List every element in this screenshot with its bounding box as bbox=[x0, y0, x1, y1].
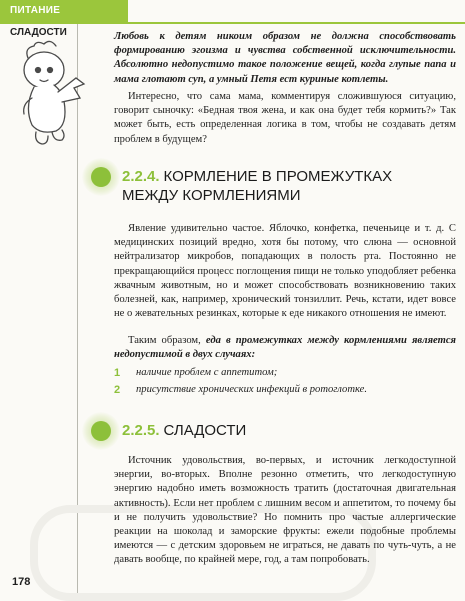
running-header bbox=[0, 0, 465, 24]
conclusion-lead: Таким образом, bbox=[128, 335, 206, 346]
section-paragraph: Явление удивительно частое. Яблочко, конфетка, печеньице и т. д. С медицинских позиций вредно, хотя бы потому, что слюна — основной нейтрализатор микробов, попадающих в полость рта. Постоянно не прекращающийся процесс поглощения пищи не только уподобляет ребенка жвачным животным, но и может способствовать возникновению таких болезней, как, например, хронический тонзиллит. Речь, кстати, идет вовсе не о жевательных резинках, которые к еде никакого отношения не имеют. bbox=[114, 223, 456, 320]
heading-title: КОРМЛЕНИЕ В ПРОМЕЖУТКАХ МЕЖДУ КОРМЛЕНИЯМИ bbox=[122, 168, 393, 204]
header-rule bbox=[0, 22, 465, 24]
intro-emphasis: Любовь к детям никоим образом не должна способствовать формированию эгоизма и чувства собственной исключительности. Абсолютно недопустимо такое положение вещей, когда глупые папа и мама глотают суп, а умный Петя ест куриные котлеты. bbox=[114, 31, 456, 85]
list-text: присутствие хронических инфекций в ротоглотке. bbox=[136, 384, 368, 395]
conclusion-emphasis: еда в промежутках между кормлениями является недопустимой в двух случаях: bbox=[114, 335, 456, 361]
page-number: 178 bbox=[12, 576, 31, 588]
green-bullet-icon bbox=[86, 416, 116, 446]
cartoon-child-illustration bbox=[10, 40, 90, 150]
heading-number: 2.2.4. bbox=[122, 168, 160, 185]
section-heading-2-2-5 bbox=[86, 416, 422, 446]
section-paragraph: Источник удовольствия, во-первых, и источник легкодоступной энергии, во-вторых. Вполне резонно отметить, что легкодоступную энергию надобно иметь возможность тратить (достаточная двигательная активность). Если нет проблем с лишним весом и аппетитом, то почему бы и не получить удовольствие? Но помнить про частые аллергические реакции на шоколад и заморские фрукты: ежели подобные проблемы имеются — с детским здоровьем не играться, не давать по чуть-чуть, а не давать вообще, по крайней мере, год, а там попробовать. bbox=[114, 455, 456, 566]
green-bullet-icon bbox=[86, 162, 116, 192]
heading-title: СЛАДОСТИ bbox=[163, 422, 247, 439]
section-heading-2-2-4 bbox=[86, 162, 422, 205]
heading-number: 2.2.5. bbox=[122, 422, 160, 439]
section-label: ПИТАНИЕ bbox=[10, 5, 61, 16]
list-number: 1 bbox=[114, 367, 121, 379]
section-paragraph-conclusion bbox=[114, 334, 456, 362]
list-number: 2 bbox=[114, 384, 121, 396]
intro-paragraph: Интересно, что сама мама, комментируя сложившуюся ситуацию, говорит сыночку: «Бедная твоя жена, и как она будет тебя кормить?» Так может быть, есть определенная логика в том, чтобы не создавать детям проблем в будущем? bbox=[114, 91, 456, 145]
subsection-label: СЛАДОСТИ bbox=[10, 27, 67, 38]
list-text: наличие проблем с аппетитом; bbox=[136, 367, 278, 378]
